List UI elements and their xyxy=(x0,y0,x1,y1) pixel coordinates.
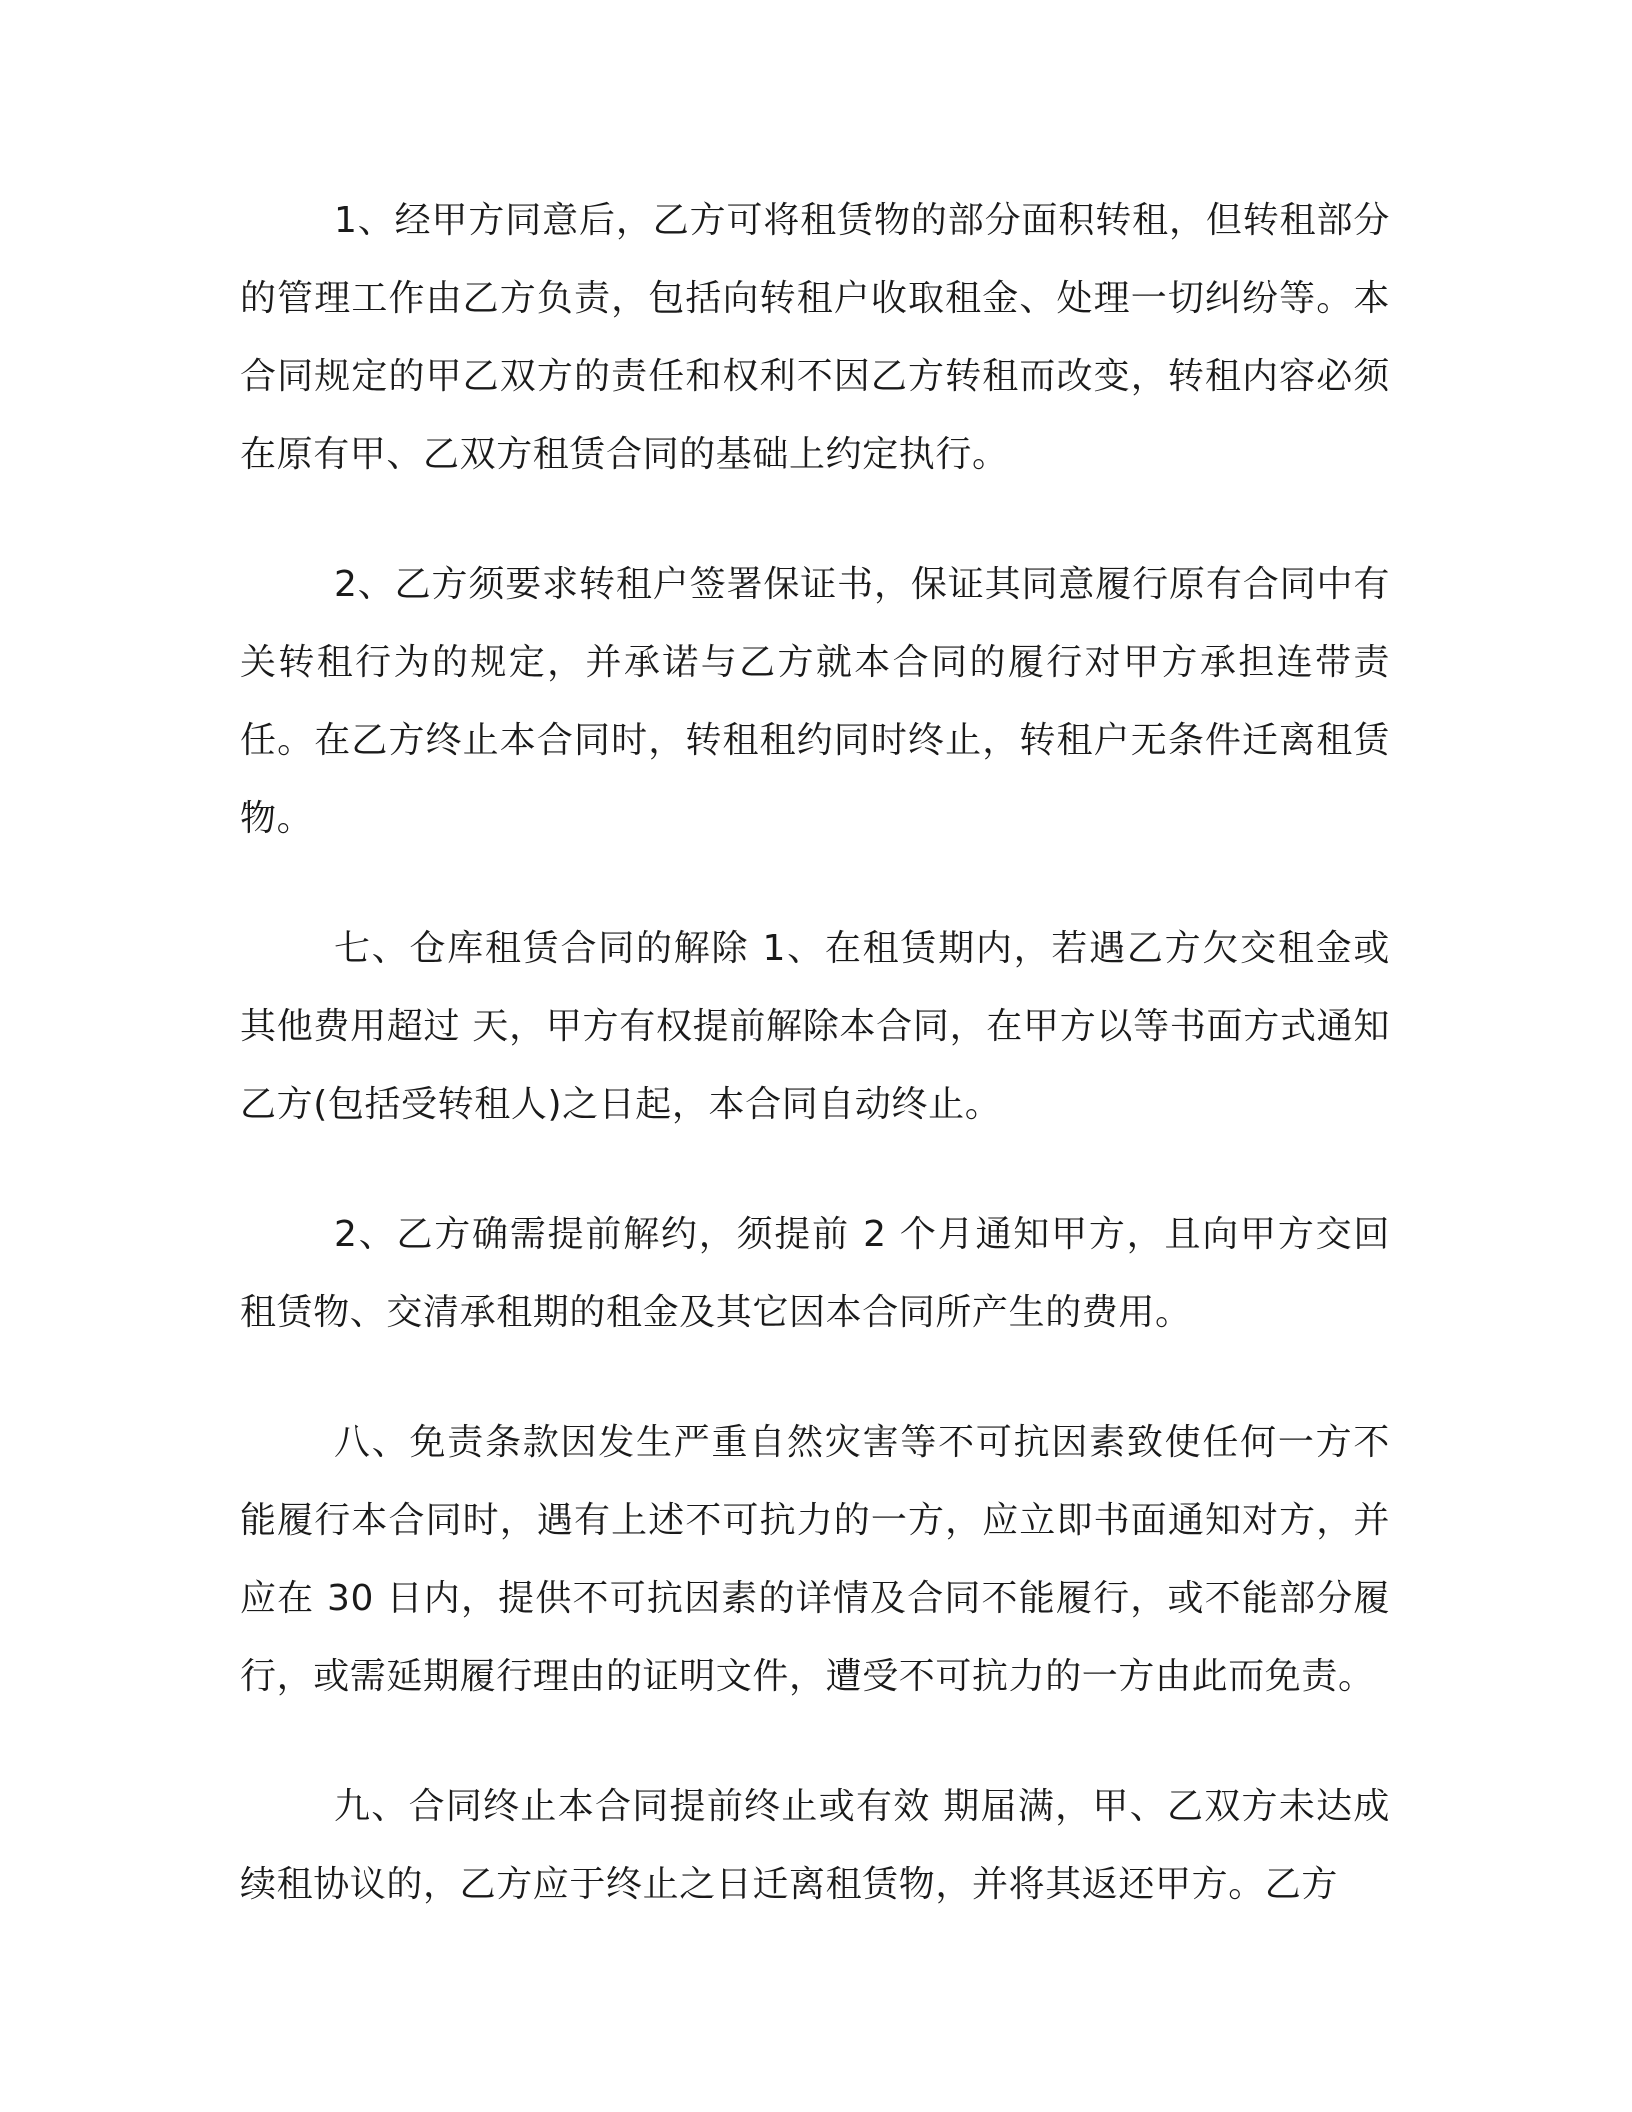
paragraph-sublease-management: 1、经甲方同意后，乙方可将租赁物的部分面积转租，但转租部分的管理工作由乙方负责，包括向转租户收取租金、处理一切纠纷等。本合同规定的甲乙双方的责任和权利不因乙方转租而改变，转租内容必须在原有甲、乙双方租赁合同的基础上约定执行。 xyxy=(240,200,1390,475)
paragraph-force-majeure: 八、免责条款因发生严重自然灾害等不可抗因素致使任何一方不能履行本合同时，遇有上述不可抗力的一方，应立即书面通知对方，并应在 30 日内，提供不可抗因素的详情及合同不能履行，或不能部分履行，或需延期履行理由的证明文件，遭受不可抗力的一方由此而免责。 xyxy=(240,1422,1390,1697)
document-body xyxy=(240,182,1390,1976)
paragraph-sublease-guarantee: 2、乙方须要求转租户签署保证书，保证其同意履行原有合同中有关转租行为的规定，并承诺与乙方就本合同的履行对甲方承担连带责任。在乙方终止本合同时，转租租约同时终止，转租户无条件迁离租赁物。 xyxy=(240,564,1390,839)
paragraph-contract-end: 九、合同终止本合同提前终止或有效 期届满，甲、乙双方未达成续租协议的，乙方应于终止之日迁离租赁物，并将其返还甲方。乙方 xyxy=(240,1786,1390,1905)
paragraph-contract-termination: 七、仓库租赁合同的解除 1、在租赁期内，若遇乙方欠交租金或其他费用超过 天，甲方有权提前解除本合同，在甲方以等书面方式通知乙方(包括受转租人)之日起，本合同自动终止。 xyxy=(240,928,1390,1125)
paragraph-early-termination: 2、乙方确需提前解约，须提前 2 个月通知甲方，且向甲方交回租赁物、交清承租期的租金及其它因本合同所产生的费用。 xyxy=(240,1214,1390,1333)
